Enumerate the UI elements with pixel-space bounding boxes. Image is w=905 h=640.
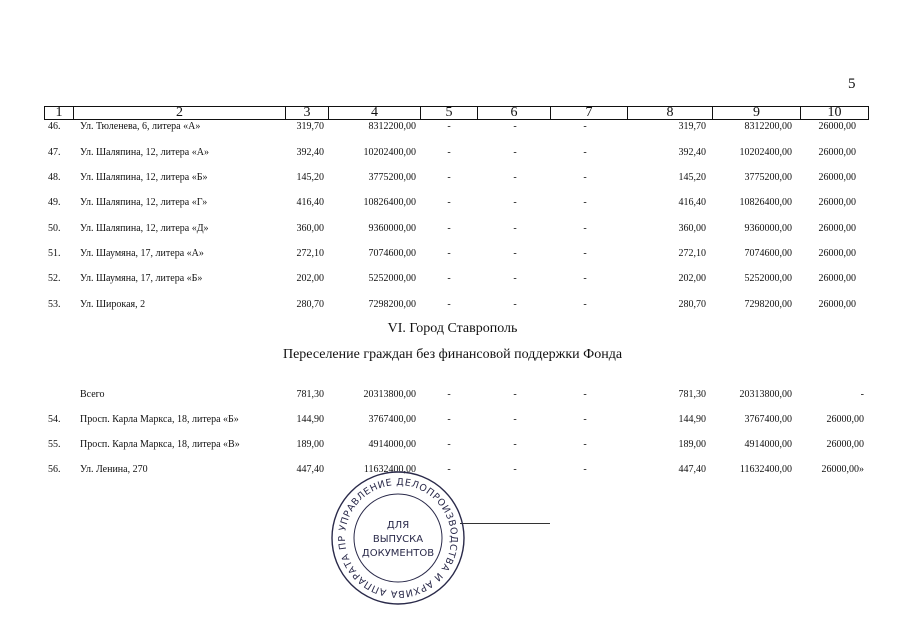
header-cell: 9 [712, 106, 801, 120]
table-cell: - [447, 273, 451, 284]
table-cell: 8312200,00 [744, 121, 792, 132]
official-seal [330, 470, 466, 606]
table-cell: 46. [48, 121, 61, 132]
table-cell: - [583, 172, 587, 183]
table-row [0, 146, 905, 160]
svg-text:ВЫПУСКА: ВЫПУСКА [372, 534, 424, 545]
table-cell: 56. [48, 464, 61, 475]
table-cell: 20313800,00 [739, 389, 792, 400]
table-cell: 145,20 [296, 172, 324, 183]
table-cell: 26000,00 [818, 121, 856, 132]
table-cell: 3775200,00 [744, 172, 792, 183]
table-cell: - [447, 223, 451, 234]
table-row [0, 272, 905, 286]
table-cell: - [513, 172, 517, 183]
table-cell: 4914000,00 [744, 439, 792, 450]
table-cell: - [447, 464, 451, 475]
table-cell: - [583, 121, 587, 132]
table-cell: - [583, 299, 587, 310]
table-row [0, 120, 905, 134]
table-cell: Ул. Шаляпина, 12, литера «Д» [80, 223, 209, 234]
svg-text:УПРАВЛЕНИЕ ДЕЛОПРОИЗВОДСТВА И: УПРАВЛЕНИЕ ДЕЛОПРОИЗВОДСТВА И АРХИВА АППАРАТА ПР [336, 476, 460, 600]
table-cell: 144,90 [678, 414, 706, 425]
table-cell: - [513, 248, 517, 259]
table-cell: - [513, 197, 517, 208]
table-cell: - [583, 414, 587, 425]
table-cell: - [583, 389, 587, 400]
table-cell: Ул. Шаумяна, 17, литера «Б» [80, 273, 203, 284]
table-cell: 360,00 [678, 223, 706, 234]
table-cell: 781,30 [296, 389, 324, 400]
seal-graphic [330, 470, 466, 606]
table-cell: 49. [48, 197, 61, 208]
table-cell: - [583, 197, 587, 208]
table-cell: 53. [48, 299, 61, 310]
table-cell: 54. [48, 414, 61, 425]
table-cell: Ул. Шаумяна, 17, литера «А» [80, 248, 204, 259]
table-cell: - [513, 389, 517, 400]
table-cell: 10826400,00 [739, 197, 792, 208]
table-row [0, 438, 905, 452]
table-cell: Ул. Тюленева, 6, литера «А» [80, 121, 201, 132]
header-cell: 8 [627, 106, 713, 120]
header-cell: 1 [44, 106, 74, 120]
table-cell: 447,40 [296, 464, 324, 475]
table-cell: - [513, 147, 517, 158]
table-cell: 189,00 [296, 439, 324, 450]
table-cell: - [583, 248, 587, 259]
table-cell: 202,00 [678, 273, 706, 284]
section-title: VI. Город Ставрополь [387, 321, 518, 336]
table-cell: 26000,00 [818, 273, 856, 284]
table-cell: Ул. Ленина, 270 [80, 464, 148, 475]
table-row [0, 222, 905, 236]
table-cell: - [583, 439, 587, 450]
table-cell: 10202400,00 [363, 147, 416, 158]
table-cell: - [447, 147, 451, 158]
table-cell: - [447, 299, 451, 310]
table-cell: - [583, 223, 587, 234]
table-cell: 26000,00 [818, 248, 856, 259]
header-cell: 3 [285, 106, 329, 120]
table-row [0, 196, 905, 210]
table-cell: 26000,00» [821, 464, 864, 475]
table-cell: Всего [80, 389, 105, 400]
svg-text:ДЛЯ: ДЛЯ [386, 520, 410, 531]
table-cell: 272,10 [678, 248, 706, 259]
table-cell: 11632400,00 [739, 464, 792, 475]
table-cell: 781,30 [678, 389, 706, 400]
table-cell: 11632400,00 [363, 464, 416, 475]
table-cell: 26000,00 [826, 414, 864, 425]
table-cell: Ул. Широкая, 2 [80, 299, 146, 310]
table-cell: - [513, 464, 517, 475]
table-cell: - [513, 121, 517, 132]
header-cell: 2 [73, 106, 286, 120]
table-cell: 416,40 [296, 197, 324, 208]
table-cell: 9360000,00 [744, 223, 792, 234]
table-row [0, 413, 905, 427]
table-cell: - [513, 414, 517, 425]
table-cell: 47. [48, 147, 61, 158]
header-cell: 7 [550, 106, 628, 120]
table-cell: Ул. Шаляпина, 12, литера «Г» [80, 197, 208, 208]
table-cell: 9360000,00 [368, 223, 416, 234]
table-cell: 392,40 [678, 147, 706, 158]
table-cell: - [447, 439, 451, 450]
table-cell: 26000,00 [818, 223, 856, 234]
table-cell: - [447, 197, 451, 208]
table-cell: 189,00 [678, 439, 706, 450]
table-cell: 144,90 [296, 414, 324, 425]
table-cell: - [447, 248, 451, 259]
table-cell: 55. [48, 439, 61, 450]
table-cell: - [583, 147, 587, 158]
table-cell: 8312200,00 [368, 121, 416, 132]
table-cell: 3767400,00 [744, 414, 792, 425]
table-cell: 202,00 [296, 273, 324, 284]
table-cell: 3775200,00 [368, 172, 416, 183]
table-cell: 416,40 [678, 197, 706, 208]
table-cell: 51. [48, 248, 61, 259]
table-cell: 26000,00 [818, 147, 856, 158]
table-row [0, 247, 905, 261]
table-cell: - [513, 273, 517, 284]
table-cell: - [513, 299, 517, 310]
header-cell: 4 [328, 106, 421, 120]
table-cell: 280,70 [678, 299, 706, 310]
table-cell: - [447, 389, 451, 400]
table-cell: 26000,00 [826, 439, 864, 450]
table-cell: Ул. Шаляпина, 12, литера «Б» [80, 172, 208, 183]
signature-line [460, 523, 550, 524]
table-cell: 447,40 [678, 464, 706, 475]
table-cell: Просп. Карла Маркса, 18, литера «Б» [80, 414, 239, 425]
table-row [0, 388, 905, 402]
table-cell: 360,00 [296, 223, 324, 234]
table-cell: - [447, 414, 451, 425]
table-cell: 145,20 [678, 172, 706, 183]
table-cell: 5252000,00 [744, 273, 792, 284]
table-cell: 7298200,00 [744, 299, 792, 310]
table-cell: 4914000,00 [368, 439, 416, 450]
header-cell: 6 [477, 106, 551, 120]
table-cell: 26000,00 [818, 197, 856, 208]
table-cell: Просп. Карла Маркса, 18, литера «В» [80, 439, 240, 450]
table-cell: 5252000,00 [368, 273, 416, 284]
table-cell: 7298200,00 [368, 299, 416, 310]
table-cell: 52. [48, 273, 61, 284]
header-cell: 5 [420, 106, 478, 120]
table-cell: 20313800,00 [363, 389, 416, 400]
table-cell: 7074600,00 [368, 248, 416, 259]
section-subtitle: Переселение граждан без финансовой поддержки Фонда [282, 347, 623, 362]
table-cell: 26000,00 [818, 299, 856, 310]
table-cell: 392,40 [296, 147, 324, 158]
page-number: 5 [848, 76, 856, 92]
table-cell: - [583, 273, 587, 284]
table-cell: 7074600,00 [744, 248, 792, 259]
table-cell: - [447, 121, 451, 132]
table-cell: 280,70 [296, 299, 324, 310]
header-cell: 10 [800, 106, 869, 120]
table-row [0, 298, 905, 312]
table-cell: Ул. Шаляпина, 12, литера «А» [80, 147, 209, 158]
table-cell: - [513, 223, 517, 234]
table-cell: - [447, 172, 451, 183]
table-cell: 48. [48, 172, 61, 183]
table-cell: 50. [48, 223, 61, 234]
table-cell: 3767400,00 [368, 414, 416, 425]
table-cell: 10202400,00 [739, 147, 792, 158]
table-cell: 26000,00 [818, 172, 856, 183]
svg-text:ДОКУМЕНТОВ: ДОКУМЕНТОВ [361, 548, 435, 559]
table-cell: - [583, 464, 587, 475]
table-row [0, 171, 905, 185]
table-cell: 319,70 [296, 121, 324, 132]
table-cell: 272,10 [296, 248, 324, 259]
table-cell: 319,70 [678, 121, 706, 132]
table-cell: 10826400,00 [363, 197, 416, 208]
table-cell: - [860, 389, 864, 400]
table-cell: - [513, 439, 517, 450]
